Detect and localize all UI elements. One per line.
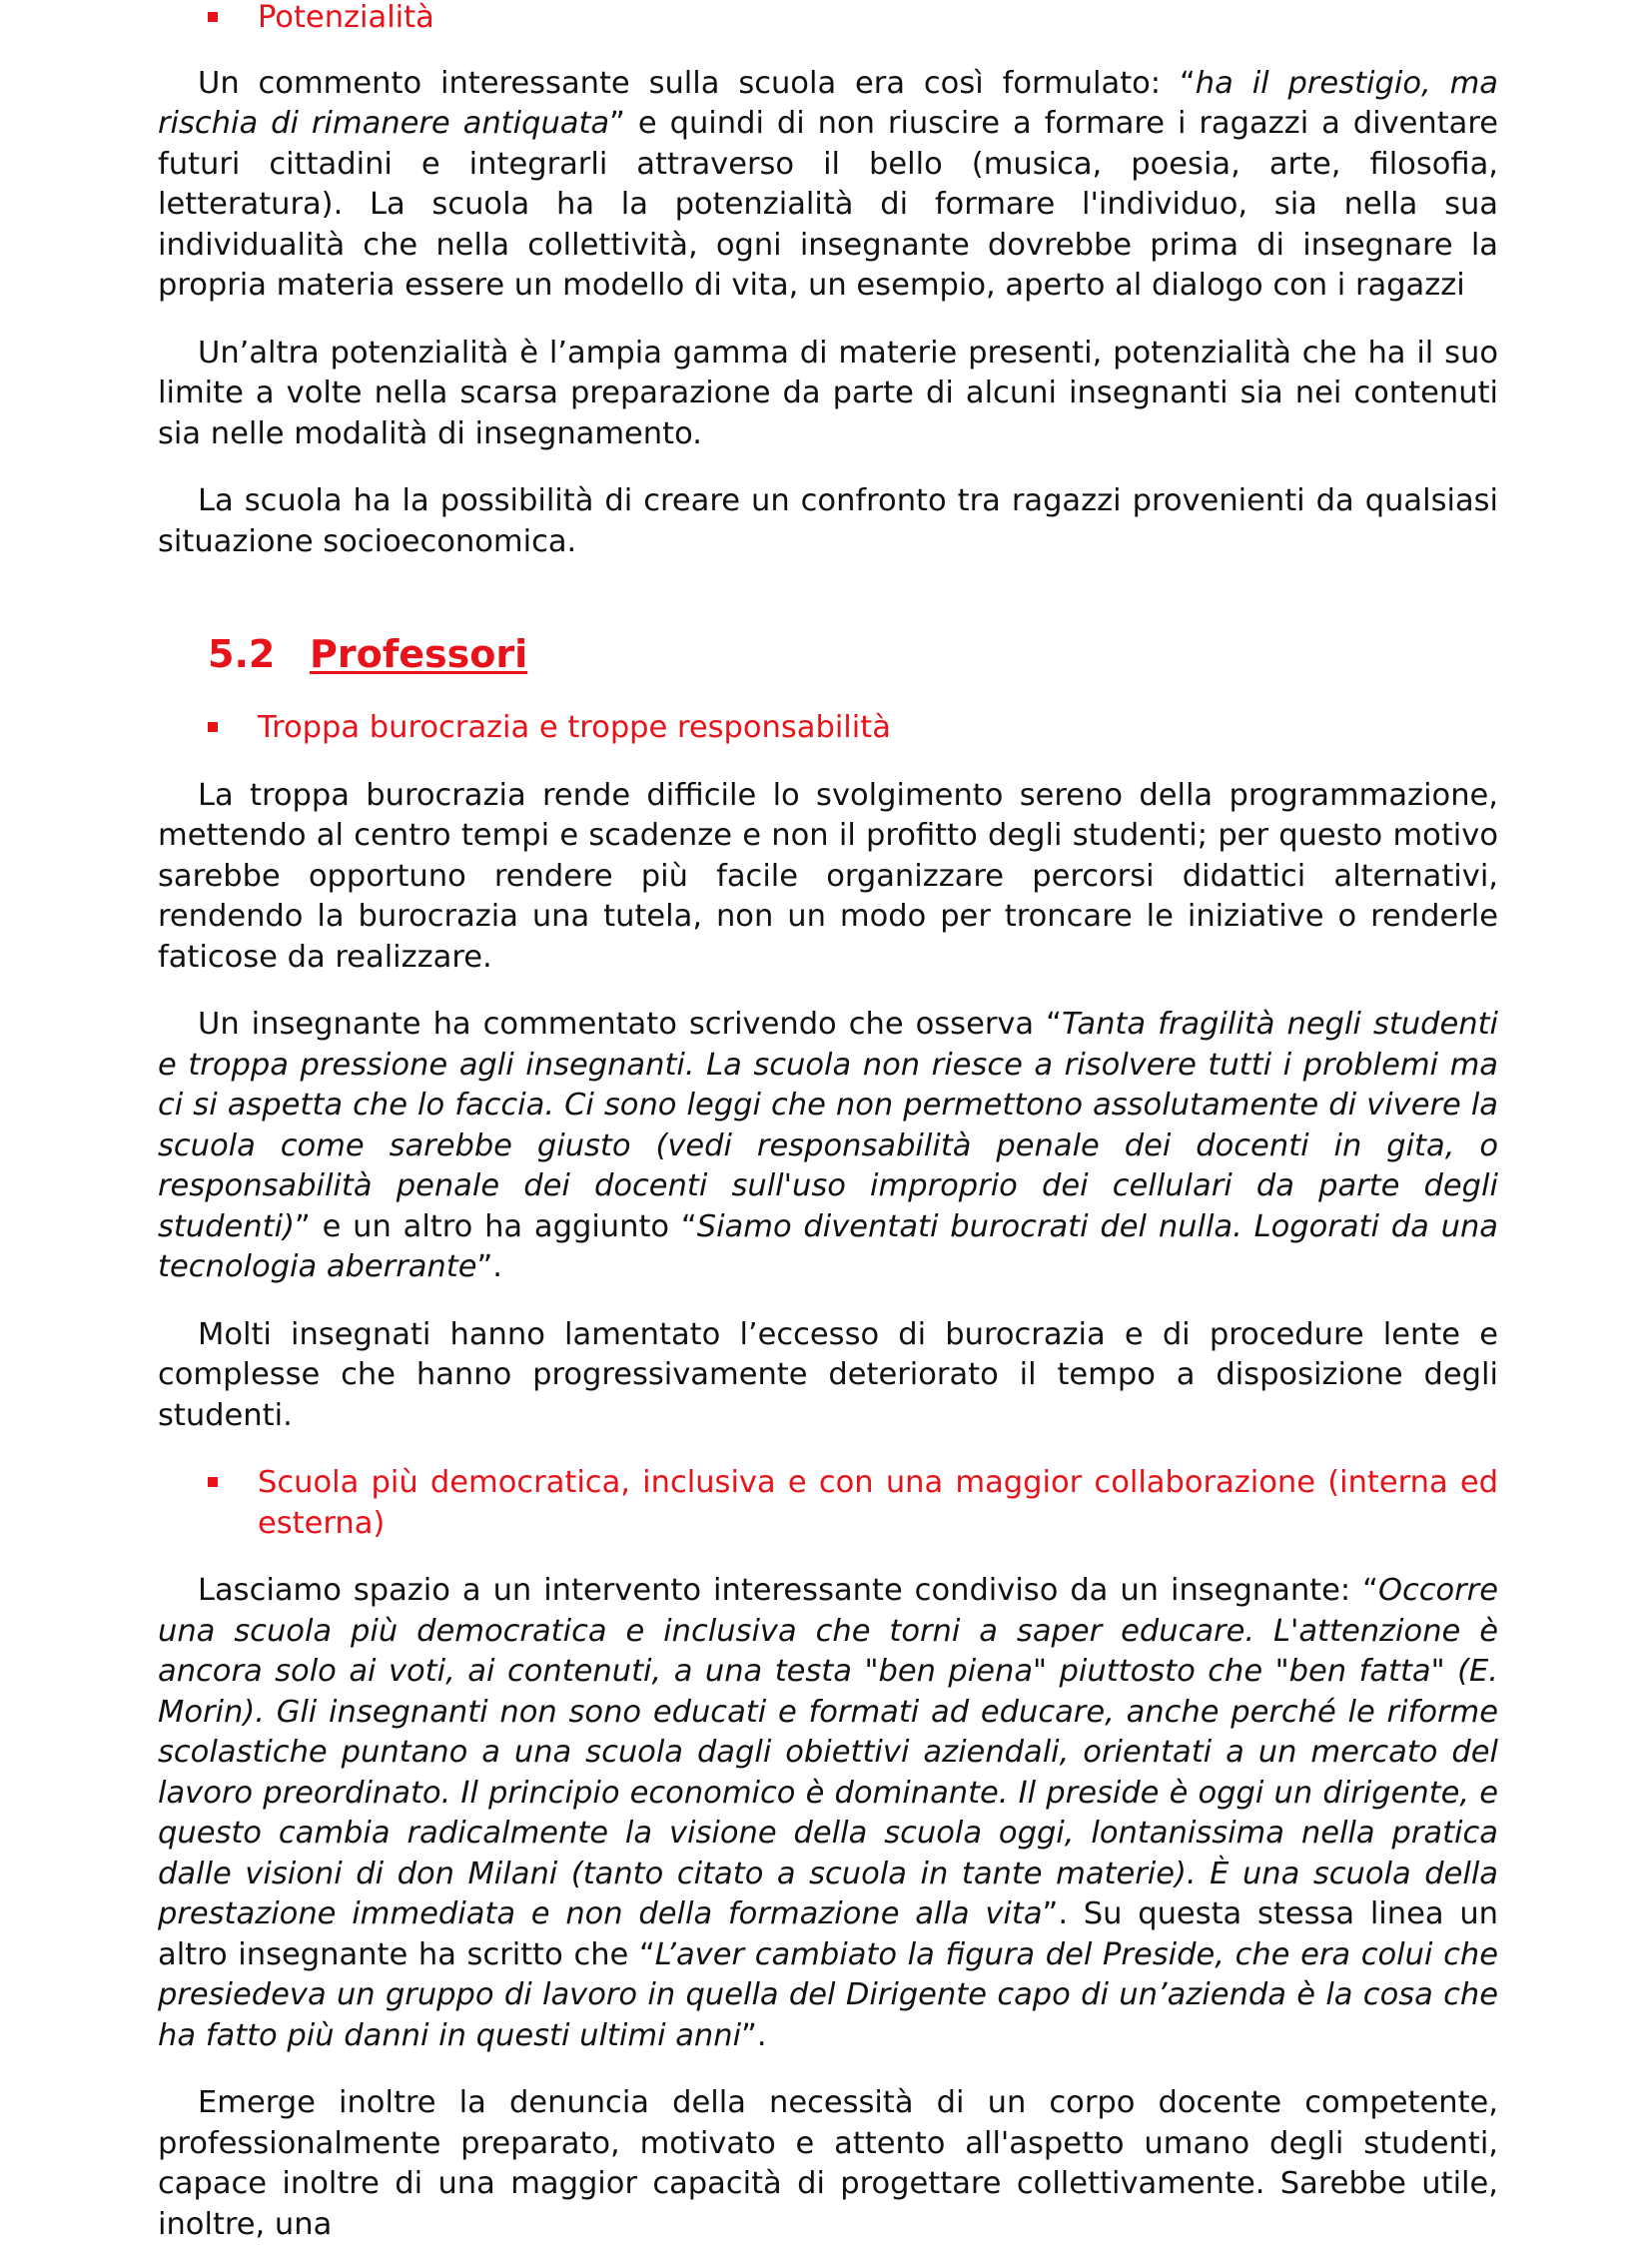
paragraph-text: ”. Su questa stessa linea un altro insegnante ha scritto che “ xyxy=(158,1896,1498,1972)
paragraph: Emerge inoltre la denuncia della necessità di un corpo docente competente, professionalmente preparato, motivato e attento all'aspetto umano degli studenti, capace inoltre di una maggior capacità di progettare collettivamente. Sarebbe utile, inoltre, una xyxy=(158,2085,1498,2242)
paragraph: La troppa burocrazia rende difficile lo svolgimento sereno della programmazione, mettendo al centro tempi e scadenze e non il profitto degli studenti; per questo motivo sarebbe opportuno rendere più facile organizzare percorsi didattici alternativi, rendendo la burocrazia una tutela, non un modo per troncare le iniziative o renderle faticose da realizzare. xyxy=(158,777,1498,975)
bullet-text: Potenzialità xyxy=(258,0,434,35)
bullet-square-icon xyxy=(208,1477,218,1487)
paragraph-text: Lasciamo spazio a un intervento interessante condiviso da un insegnante: “ xyxy=(198,1573,1378,1608)
section-heading xyxy=(158,630,1498,678)
bullet-scuola-democratica xyxy=(158,1463,1498,1544)
bullet-text: Troppa burocrazia e troppe responsabilità xyxy=(258,710,891,745)
paragraph: Un’altra potenzialità è l’ampia gamma di materie presenti, potenzialità che ha il suo limite a volte nella scarsa preparazione da parte di alcuni insegnanti sia nei contenuti sia nelle modalità di insegnamento. xyxy=(158,335,1498,451)
paragraph-text: Un insegnante ha commentato scrivendo che osserva “ xyxy=(198,1007,1062,1042)
paragraph xyxy=(158,1005,1498,1288)
paragraph xyxy=(158,64,1498,307)
document-page xyxy=(158,0,1498,2245)
quote-text: Tanta fragilità negli studenti e troppa pressione agli insegnanti. La scuola non riesce a risolvere tutti i problemi ma ci si aspetta che lo faccia. Ci sono leggi che non permettono assolutamente di vivere la scuola come sarebbe giusto (vedi responsabilità penale dei docenti in gita, o responsabilità penale dei docenti sull'uso improprio dei cellulari da parte degli studenti) xyxy=(158,1007,1498,1244)
quote-text: Siamo diventati burocrati del nulla. Logorati da una tecnologia aberrante xyxy=(158,1208,1498,1284)
paragraph-text: ” e quindi di non riuscire a formare i ragazzi a diventare futuri cittadini e integrarli attraverso il bello (musica, poesia, arte, filosofia, letteratura). La scuola ha la potenzialità di formare l'individuo, sia nella sua individualità che nella collettività, ogni insegnante dovrebbe prima di insegnare la propria materia essere un modello di vita, un esempio, aperto al dialogo con i ragazzi xyxy=(158,106,1499,303)
bullet-burocrazia xyxy=(158,708,1498,749)
bullet-potenzialita xyxy=(158,0,1498,39)
section-title: Professori xyxy=(310,632,528,676)
bullet-square-icon xyxy=(208,12,218,22)
paragraph-text: ”. xyxy=(741,2017,767,2053)
paragraph-text: ”. xyxy=(476,1249,502,1284)
paragraph: La scuola ha la possibilità di creare un confronto tra ragazzi provenienti da qualsiasi situazione socioeconomica. xyxy=(158,483,1498,559)
paragraph-text: ” e un altro ha aggiunto “ xyxy=(294,1208,697,1244)
section-number: 5.2 xyxy=(208,632,276,676)
quote-text: Occorre una scuola più democratica e inclusiva che torni a saper educare. L'attenzione è ancora solo ai voti, ai contenuti, a una testa "ben piena" piuttosto che "ben fatta" (E. Morin). Gli insegnanti non sono educati e formati ad educare, anche perché le riforme scolastiche puntano a una scuola dagli obiettivi aziendali, orientati a un mercato del lavoro preordinato. Il principio economico è dominante. Il preside è oggi un dirigente, e questo cambia radicalmente la visione della scuola oggi, lontanissima nella pratica dalle visioni di don Milani (tanto citato a scuola in tante materie). È una scuola della prestazione immediata e non della formazione alla vita xyxy=(158,1573,1498,1931)
paragraph-text: Un commento interessante sulla scuola era così formulato: “ xyxy=(198,65,1196,101)
bullet-text: Scuola più democratica, inclusiva e con una maggior collaborazione (interna ed esterna) xyxy=(258,1465,1498,1541)
paragraph xyxy=(158,1571,1498,2056)
quote-text: ha il prestigio, ma rischia di rimanere antiquata xyxy=(158,65,1498,141)
quote-text: L’aver cambiato la figura del Preside, che era colui che presiedeva un gruppo di lavoro in quella del Dirigente capo di un’azienda è la cosa che ha fatto più danni in questi ultimi anni xyxy=(158,1936,1498,2053)
paragraph: Molti insegnati hanno lamentato l’eccesso di burocrazia e di procedure lente e complesse che hanno progressivamente deteriorato il tempo a disposizione degli studenti. xyxy=(158,1316,1498,1433)
bullet-square-icon xyxy=(208,722,218,732)
